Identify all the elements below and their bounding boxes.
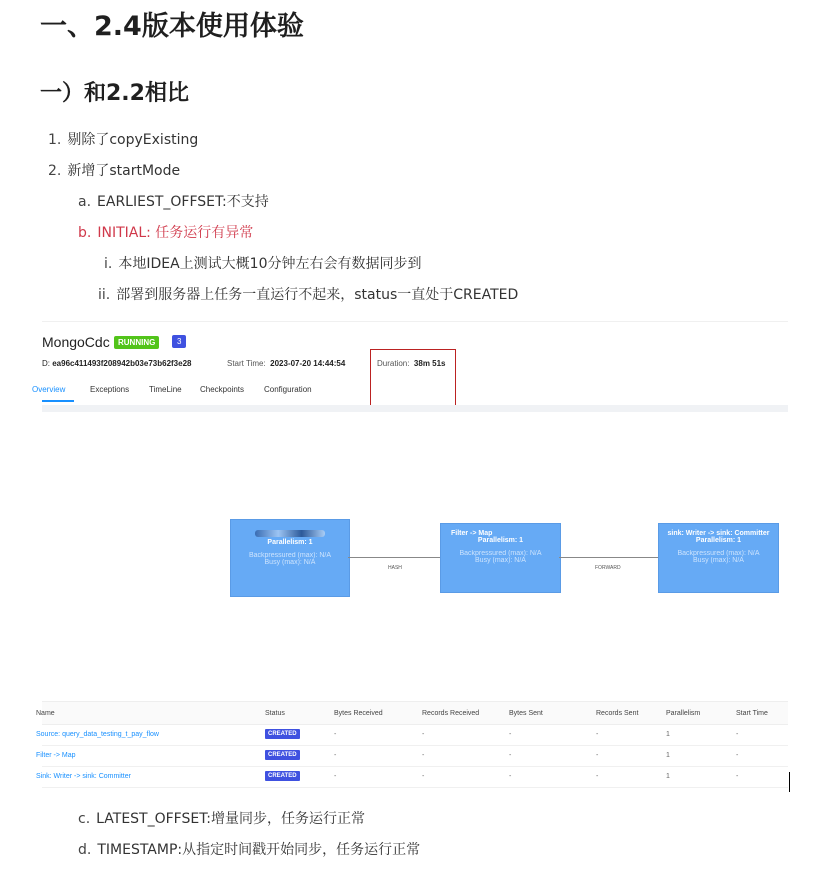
status-badge: CREATED [265, 750, 300, 760]
list-item [78, 191, 269, 211]
status-badge: CREATED [265, 729, 300, 739]
row-parallelism: 1 [666, 773, 670, 780]
tab-exceptions[interactable]: Exceptions [90, 385, 130, 394]
node-title: sink: Writer -> sink: Committer [667, 530, 770, 537]
vertex-table [36, 701, 788, 792]
start-time-label: Start Time: [227, 359, 266, 368]
embedded-screenshot [32, 321, 788, 791]
row-name[interactable]: Sink: Writer -> sink: Committer [36, 773, 131, 780]
job-id-label: D: [42, 359, 50, 368]
tab-configuration[interactable]: Configuration [264, 385, 312, 394]
list-item-text: EARLIEST_OFFSET:不支持 [97, 194, 269, 210]
list-item [48, 129, 198, 149]
status-badge: CREATED [265, 771, 300, 781]
node-title: Filter -> Map [451, 530, 493, 537]
tab-timeline[interactable]: TimeLine [149, 385, 182, 394]
list-marker: b. [78, 225, 92, 241]
row-bytes-received: - [334, 752, 337, 759]
row-records-received: - [422, 752, 425, 759]
row-start-time: - [736, 752, 739, 759]
row-name[interactable]: Source: query_data_testing_t_pay_flow [36, 731, 159, 738]
job-id [42, 359, 191, 368]
node-backpressured: Backpressured (max): N/A [248, 552, 332, 559]
list-marker: i. [104, 256, 113, 272]
list-marker: c. [78, 811, 91, 827]
table-row[interactable] [36, 724, 788, 746]
col-start-time[interactable]: Start Time [736, 710, 768, 717]
col-records-received[interactable]: Records Received [422, 710, 480, 717]
status-badge: RUNNING [114, 336, 159, 349]
row-start-time: - [736, 773, 739, 780]
list-item-text: TIMESTAMP:从指定时间戳开始同步，任务运行正常 [97, 842, 421, 858]
count-badge: 3 [172, 335, 186, 348]
row-records-sent: - [596, 773, 599, 780]
job-header [32, 321, 788, 413]
node-backpressured: Backpressured (max): N/A [459, 550, 542, 557]
row-records-sent: - [596, 731, 599, 738]
graph-edge [559, 557, 658, 558]
node-backpressured: Backpressured (max): N/A [677, 550, 760, 557]
text-cursor [789, 772, 790, 792]
node-parallelism: Parallelism: 1 [267, 539, 313, 546]
job-graph [42, 412, 788, 701]
node-busy: Busy (max): N/A [693, 557, 744, 564]
table-header [36, 702, 788, 725]
row-bytes-received: - [334, 731, 337, 738]
col-name[interactable]: Name [36, 710, 55, 717]
list-marker: 2. [48, 163, 62, 179]
job-title: MongoCdc [42, 334, 110, 350]
graph-node-source[interactable] [230, 519, 350, 597]
list-item-highlight [78, 222, 253, 242]
duration-value: 38m 51s [413, 359, 446, 368]
duration-label: Duration: [377, 359, 410, 368]
row-records-received: - [422, 773, 425, 780]
section-heading: 一）和2.2相比 [40, 81, 189, 106]
tab-underline [42, 400, 74, 402]
list-marker: 1. [48, 132, 62, 148]
graph-node-filter[interactable] [440, 523, 561, 593]
list-item-text: 本地IDEA上测试大概10分钟左右会有数据同步到 [118, 256, 422, 272]
list-marker: ii. [98, 287, 111, 303]
table-row[interactable] [36, 745, 788, 767]
row-parallelism: 1 [666, 731, 670, 738]
list-marker: a. [78, 194, 92, 210]
edge-label: FORWARD [595, 565, 621, 571]
edge-label: HASH [388, 565, 402, 571]
list-item [98, 284, 518, 304]
redacted-name [255, 530, 325, 537]
tab-overview[interactable]: Overview [32, 385, 66, 394]
node-parallelism: Parallelism: 1 [695, 537, 742, 544]
page-heading: 一、2.4版本使用体验 [40, 11, 304, 42]
list-item-text: 部署到服务器上任务一直运行不起来，status一直处于CREATED [116, 287, 519, 303]
tab-checkpoints[interactable]: Checkpoints [200, 385, 245, 394]
row-start-time: - [736, 731, 739, 738]
row-bytes-sent: - [509, 752, 512, 759]
table-row[interactable] [36, 766, 788, 788]
col-records-sent[interactable]: Records Sent [596, 710, 639, 717]
row-bytes-received: - [334, 773, 337, 780]
row-bytes-sent: - [509, 773, 512, 780]
list-item [78, 808, 365, 828]
list-item [78, 839, 420, 859]
list-item-text: 剔除了copyExisting [67, 132, 199, 148]
node-busy: Busy (max): N/A [264, 559, 316, 566]
list-marker: d. [78, 842, 92, 858]
col-status[interactable]: Status [265, 710, 285, 717]
col-bytes-received[interactable]: Bytes Received [334, 710, 383, 717]
start-time [227, 359, 345, 368]
list-item [104, 253, 422, 273]
list-item-text: INITIAL: 任务运行有异常 [97, 225, 254, 241]
job-id-value: ea96c411493f208942b03e73b62f3e28 [52, 359, 192, 368]
row-records-received: - [422, 731, 425, 738]
col-parallelism[interactable]: Parallelism [666, 710, 701, 717]
list-item [48, 160, 180, 180]
start-time-value: 2023-07-20 14:44:54 [270, 359, 346, 368]
row-parallelism: 1 [666, 752, 670, 759]
graph-node-sink[interactable] [658, 523, 779, 593]
row-records-sent: - [596, 752, 599, 759]
list-item-text: 新增了startMode [67, 163, 181, 179]
row-name[interactable]: Filter -> Map [36, 752, 76, 759]
list-item-text: LATEST_OFFSET:增量同步，任务运行正常 [96, 811, 365, 827]
col-bytes-sent[interactable]: Bytes Sent [509, 710, 543, 717]
graph-edge [348, 557, 440, 558]
highlight-box [370, 349, 456, 408]
node-parallelism: Parallelism: 1 [477, 537, 524, 544]
row-bytes-sent: - [509, 731, 512, 738]
node-busy: Busy (max): N/A [475, 557, 526, 564]
